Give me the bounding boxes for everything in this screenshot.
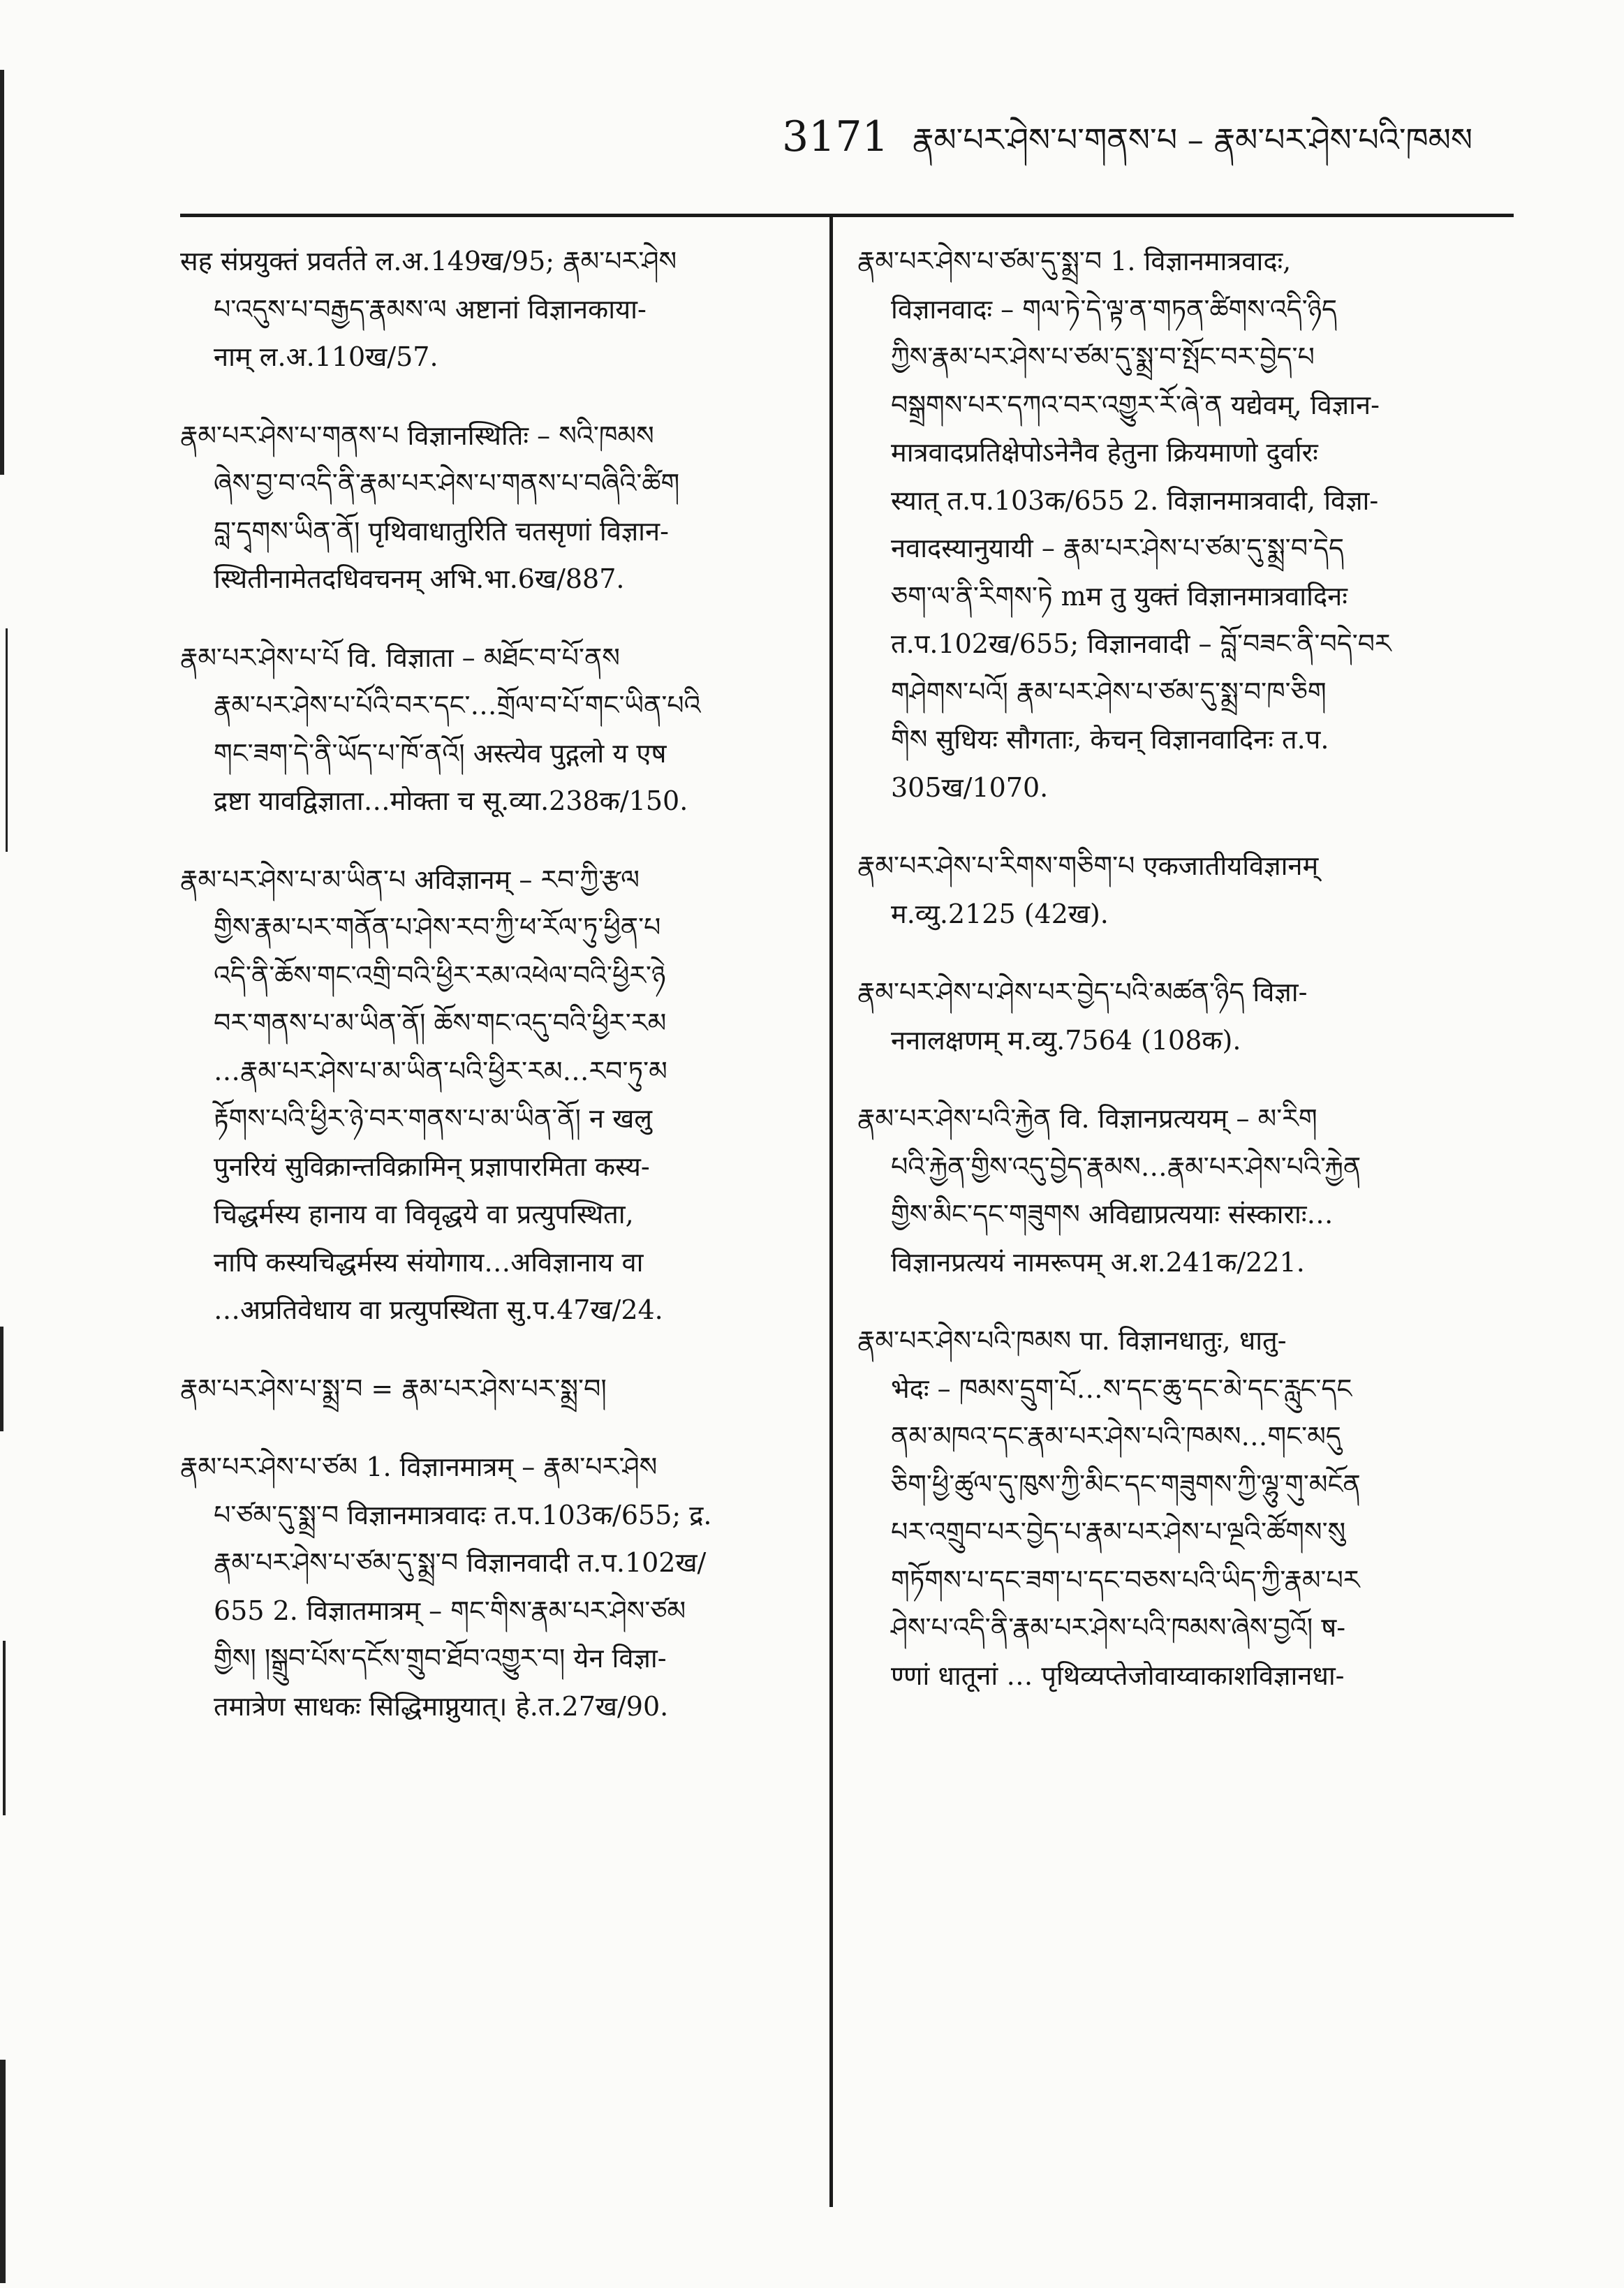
entry-line: विज्ञानवादः – གལ་ཏེ་དེ་ལྟ་ན་གཏན་ཚིགས་འདི་ཉིད: [891, 293, 1338, 325]
entry-line: 305ख/1070.: [891, 772, 1049, 803]
entry-headline: རྣམ་པར་ཤེས་པ་སྨྲ་བ = རྣམ་པར་ཤེས་པར་སྨྲ་བ།: [180, 1373, 607, 1404]
dictionary-entry: [180, 634, 802, 825]
entry-line: གྱིས། །སྒྲུབ་པོས་དངོས་གྲུབ་ཐོབ་འགྱུར་བ། येन विज्ञा-: [214, 1643, 667, 1674]
entry-headline: རྣམ་པར་ཤེས་པ་གནས་པ विज्ञानस्थितिः – སའི་ཁམས: [180, 420, 654, 451]
scan-edge-mark: [0, 70, 4, 475]
scan-edge-mark: [0, 2060, 6, 2283]
entry-line: …རྣམ་པར་ཤེས་པ་མ་ཡིན་པའི་ཕྱིར་རམ…རབ་ཏུ་མ: [214, 1055, 667, 1086]
scan-edge-mark: [0, 1327, 3, 1431]
dictionary-entry: [180, 856, 802, 1334]
dictionary-entry: [857, 1317, 1514, 1699]
entry-line: བླ་དྭགས་ཡིན་ནོ། पृथिवाधातुरिति चतसृणां विज्ञान-: [214, 515, 669, 547]
dictionary-entry: [180, 412, 802, 603]
entry-line: तमात्रेण साधकः सिद्धिमाप्नुयात्। हे.त.27ख/90.: [214, 1690, 669, 1722]
entry-line: स्थितीनामेतदधिवचनम् अभि.भा.6ख/887.: [214, 563, 625, 594]
page-number: 3171: [782, 112, 889, 161]
entry-line: ननालक्षणम् म.व्यु.7564 (108क).: [891, 1024, 1241, 1056]
entry-line: པ་འདུས་པ་བརྒྱད་རྣམས་ལ अष्टानां विज्ञानकाया-: [214, 293, 647, 325]
entry-line: …अप्रतिवेधाय वा प्रत्युपस्थिता सु.प.47ख/24.: [214, 1294, 663, 1325]
dictionary-entry: [857, 968, 1514, 1064]
dictionary-entry: [857, 237, 1514, 811]
entry-line: म.व्यु.2125 (42ख).: [891, 898, 1109, 929]
right-column: [857, 237, 1514, 1730]
entry-headline: རྣམ་པར་ཤེས་པ་མ་ཡིན་པ अविज्ञानम् – རབ་ཀྱི་རྩལ: [180, 864, 640, 895]
entry-line: नाम् ल.अ.110ख/57.: [214, 341, 438, 372]
page-header: [782, 105, 1515, 195]
column-divider: [829, 214, 833, 2207]
entry-line: གྱིས་མིང་དང་གཟུགས अविद्याप्रत्ययाः संस्काराः…: [891, 1199, 1334, 1230]
dictionary-entry: [180, 1365, 802, 1413]
entry-line: विज्ञानप्रत्ययं नामरूपम् अ.श.241क/221.: [891, 1246, 1305, 1278]
entry-line: ནམ་མཁའ་དང་རྣམ་པར་ཤེས་པའི་ཁམས…གང་མདུ: [891, 1421, 1341, 1452]
entry-line: ཞེས་བྱ་བ་འདི་ནི་རྣམ་པར་ཤེས་པ་གནས་པ་བཞིའི་ཚིག: [214, 468, 680, 499]
entry-line: ཤེས་པ་འདི་ནི་རྣམ་པར་ཤེས་པའི་ཁམས་ཞེས་བྱའོ། ष-: [891, 1612, 1346, 1643]
dictionary-entry: [857, 842, 1514, 938]
entry-line: नापि कस्यचिद्धर्मस्य संयोगाय…अविज्ञानाय वा: [214, 1246, 644, 1278]
entry-line: नवादस्यानुयायी – རྣམ་པར་ཤེས་པ་ཙམ་དུ་སྨྲ་བ་དེད: [891, 533, 1345, 563]
entry-headline: རྣམ་པར་ཤེས་པ་པོ वि. विज्ञाता – མཐོང་བ་པོ་ནས: [180, 642, 620, 673]
entry-headline: རྣམ་པར་ཤེས་པ་རིགས་གཅིག་པ एकजातीयविज्ञानम्: [857, 850, 1319, 881]
scan-edge-mark: [6, 628, 8, 852]
entry-line: གིས सुधियः सौगताः, केचन् विज्ञानवादिनः त.प.: [891, 724, 1329, 755]
entry-line: གྱིས་རྣམ་པར་གནོན་པ་ཤེས་རབ་ཀྱི་ཕ་རོལ་ཏུ་ཕྱིན་པ: [214, 912, 661, 943]
header-rule: [180, 214, 1514, 217]
entry-line: རྣམ་པར་ཤེས་པ་པོའི་བར་དང་…གྲོལ་བ་པོ་གང་ཡིན་པའི: [214, 690, 701, 721]
entry-line: གཏོགས་པ་དང་ཟག་པ་དང་བཅས་པའི་ཡིད་ཀྱི་རྣམ་པར: [891, 1564, 1360, 1595]
entry-headline: རྣམ་པར་ཤེས་པ་ཙམ 1. विज्ञानमात्रम् – རྣམ་པར་ཤེས: [180, 1452, 658, 1482]
scan-edge-mark: [3, 1641, 6, 1815]
entry-line: པའི་རྐྱེན་གྱིས་འདུ་བྱེད་རྣམས…རྣམ་པར་ཤེས་པའི་རྐྱེན: [891, 1151, 1361, 1182]
entry-line: རྟོགས་པའི་ཕྱིར་ཉེ་བར་གནས་པ་མ་ཡིན་ནོ། न खलु: [214, 1103, 653, 1134]
dictionary-entry: [180, 1443, 802, 1730]
running-head: རྣམ་པར་ཤེས་པ་གནས་པ – རྣམ་པར་ཤེས་པའི་ཁམས: [912, 121, 1473, 158]
entry-headline: རྣམ་པར་ཤེས་པའི་རྐྱེན वि. विज्ञानप्रत्ययम् – མ་རིག: [857, 1103, 1317, 1134]
entry-headline: རྣམ་པར་ཤེས་པ་ཙམ་དུ་སྨྲ་བ 1. विज्ञानमात्रवादः,: [857, 246, 1292, 276]
entry-headline: རྣམ་པར་ཤེས་པ་ཤེས་པར་བྱེད་པའི་མཚན་ཉིད विज्ञा-: [857, 977, 1308, 1008]
entry-line: པ་ཙམ་དུ་སྨྲ་བ विज्ञानमात्रवादः त.प.103क/655; द्र.: [214, 1499, 712, 1530]
entry-line: རྣམ་པར་ཤེས་པ་ཙམ་དུ་སྨྲ་བ विज्ञानवादी त.प.102ख/: [214, 1547, 707, 1578]
entry-headline: सह संप्रयुक्तं प्रवर्तते ल.अ.149ख/95; རྣམ་པར་ཤེས: [180, 246, 677, 276]
entry-line: चिद्धर्मस्य हानाय वा विवृद्धये वा प्रत्युपस्थिता,: [214, 1199, 634, 1230]
entry-line: ཅིག་ཕྱི་ཚུལ་དུ་ཁུས་ཀྱི་མིང་དང་གཟུགས་ཀྱི་ལྷུ་གུ་མངོན: [891, 1468, 1361, 1500]
entry-line: ཀྱིས་རྣམ་པར་ཤེས་པ་ཙམ་དུ་སྨྲ་བ་སྤོང་བར་བྱེད་པ: [891, 341, 1315, 372]
entry-line: मात्रवादप्रतिक्षेपोऽनेनैव हेतुना क्रियमाणो दुर्वारः: [891, 437, 1318, 468]
entry-line: གཤེགས་པའོ། རྣམ་པར་ཤེས་པ་ཙམ་དུ་སྨྲ་བ་ཁ་ཅིག: [891, 676, 1327, 707]
entry-line: द्रष्टा यावद्विज्ञाता…मोक्ता च सू.व्या.238क/150.: [214, 785, 688, 816]
entry-line: གང་ཟག་དེ་ནི་ཡོད་པ་ཁོ་ནའོ། अस्त्येव पुद्गलो य एष: [214, 737, 667, 769]
entry-headline: རྣམ་པར་ཤེས་པའི་ཁམས पा. विज्ञानधातुः, धातु-: [857, 1325, 1287, 1356]
entry-line: त.प.102ख/655; विज्ञानवादी – བློ་བཟང་ནི་བདེ་བར: [891, 628, 1392, 659]
left-column: [180, 237, 802, 1761]
entry-line: भेदः – ཁམས་དྲུག་པོ…ས་དང་ཆུ་དང་མེ་དང་རླུང་དང: [891, 1373, 1352, 1404]
entry-line: འདི་ནི་ཆོས་གང་འགྲི་བའི་ཕྱིར་རམ་འཕེལ་བའི་ཕྱིར་ཉེ: [214, 959, 666, 991]
entry-line: स्यात् त.प.103क/655 2. विज्ञानमात्रवादी, विज्ञा-: [891, 485, 1379, 516]
entry-line: 655 2. विज्ञातमात्रम् – གང་གིས་རྣམ་པར་ཤེས་ཙམ: [214, 1595, 686, 1626]
entry-line: པར་འགྲུབ་པར་བྱེད་པ་རྣམ་པར་ཤེས་པ་ལྔའི་ཚོགས་སུ: [891, 1516, 1346, 1547]
dictionary-entry: [180, 237, 802, 381]
entry-line: བསྒྲགས་པར་དཀའ་བར་འགྱུར་རོ་ཞེ་ན यद्येवम्, विज्ञान-: [891, 389, 1380, 420]
entry-line: ཅག་ལ་ནི་རིགས་ཏེ mम तु युक्तं विज्ञानमात्रवादिनः: [891, 580, 1348, 612]
entry-line: ण्णां धातूनां … पृथिव्यप्तेजोवाय्वाकाशविज्ञानधा-: [891, 1660, 1345, 1691]
entry-line: བར་གནས་པ་མ་ཡིན་ནོ། ཆོས་གང་འདུ་བའི་ཕྱིར་རམ: [214, 1008, 667, 1038]
entry-line: पुनरियं सुविक्रान्तविक्रामिन् प्रज्ञापारमिता कस्य-: [214, 1151, 650, 1182]
dictionary-entry: [857, 1095, 1514, 1286]
